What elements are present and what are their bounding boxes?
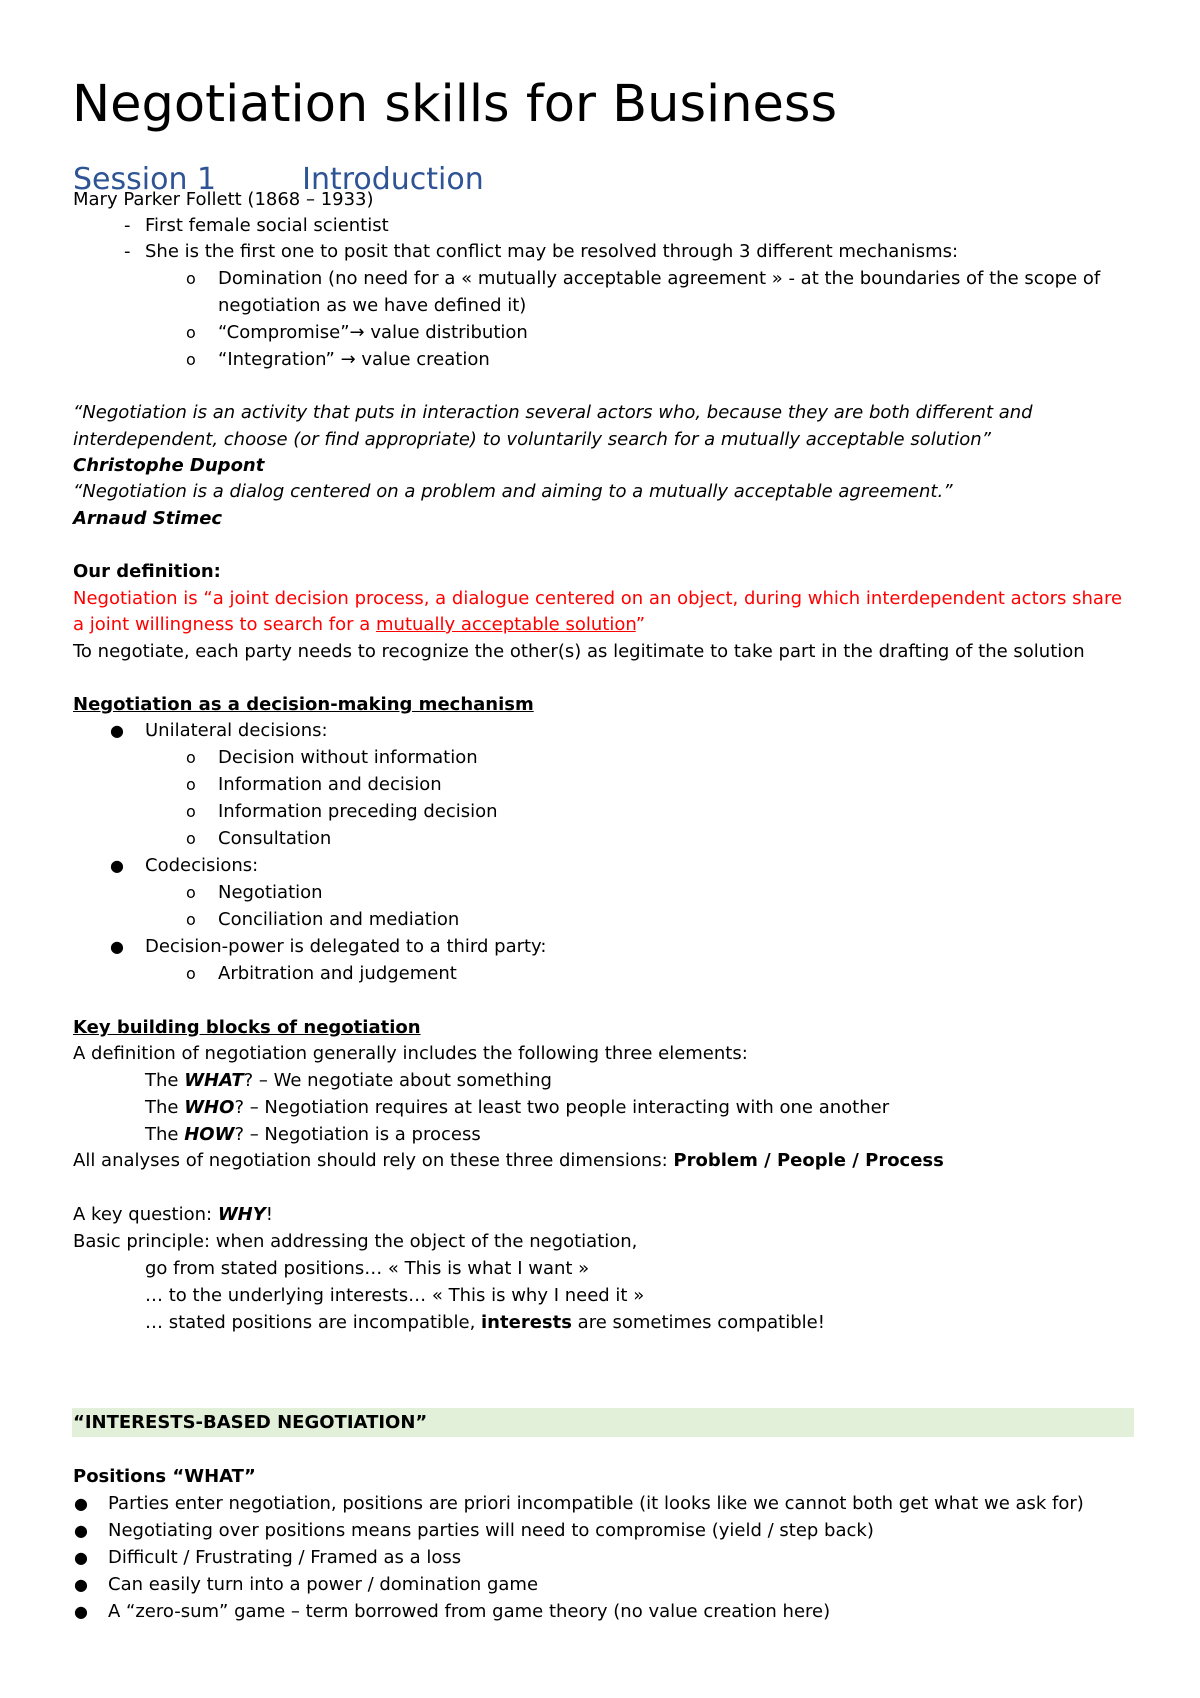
block-who (145, 1094, 889, 1121)
codecision-item: Conciliation and mediation (218, 909, 460, 930)
definition-heading: Our definition: (73, 561, 221, 582)
block-text: ? – Negotiation requires at least two people interacting with one another (234, 1097, 890, 1118)
why-text: are sometimes compatible! (571, 1312, 825, 1333)
positions-item: Difficult / Frustrating / Framed as a loss (108, 1547, 462, 1568)
unilateral-item: Decision without information (218, 747, 478, 768)
ibn-banner: “INTERESTS-BASED NEGOTIATION” (73, 1412, 428, 1433)
dash-marker: - (124, 241, 131, 262)
why-text: A key question: (73, 1204, 218, 1225)
session-name: Introduction (302, 162, 484, 197)
intro-dash-item: She is the first one to posit that conflict may be resolved through 3 different mechanisms: (145, 241, 959, 262)
block-text: The (145, 1124, 185, 1145)
intro-person: Mary Parker Follett (1868 – 1933) (73, 189, 374, 210)
why-line: … to the underlying interests… « This is why I need it » (145, 1285, 645, 1306)
bullet-marker: ● (110, 721, 124, 740)
unilateral-item: Consultation (218, 828, 332, 849)
circle-marker: o (186, 323, 196, 342)
bullet-marker: ● (74, 1575, 88, 1594)
mechanism-item: “Integration” → value creation (218, 349, 490, 370)
quote-1-author: Christophe Dupont (73, 455, 265, 476)
circle-marker: o (186, 829, 196, 848)
quote-2-author: Arnaud Stimec (73, 508, 223, 529)
unilateral-item: Information preceding decision (218, 801, 498, 822)
session-label: Session 1 (73, 162, 217, 197)
why-line (145, 1309, 825, 1336)
block-text: The (145, 1097, 185, 1118)
circle-marker: o (186, 883, 196, 902)
positions-item: Can easily turn into a power / domination game (108, 1574, 539, 1595)
why-text: … stated positions are incompatible, (145, 1312, 482, 1333)
why-line: go from stated positions… « This is what I want » (145, 1258, 590, 1279)
circle-marker: o (186, 775, 196, 794)
dash-marker: - (124, 215, 131, 236)
circle-marker: o (186, 748, 196, 767)
positions-item: Negotiating over positions means parties will need to compromise (yield / step back) (108, 1520, 874, 1541)
quote-2-line: “Negotiation is a dialog centered on a problem and aiming to a mutually acceptable agreement.” (73, 481, 953, 502)
intro-dash-item: First female social scientist (145, 215, 389, 236)
circle-marker: o (186, 964, 196, 983)
block-text: ? – Negotiation is a process (234, 1124, 481, 1145)
codecision-item: Negotiation (218, 882, 323, 903)
unilateral-item: Information and decision (218, 774, 442, 795)
definition-text: a joint willingness to search for a (73, 614, 377, 635)
definition-line: Negotiation is “a joint decision process, a dialogue centered on an object, during which interdependent actors share (73, 588, 1123, 609)
block-text: The (145, 1070, 185, 1091)
delegated-label: Decision-power is delegated to a third party: (145, 936, 547, 957)
bullet-marker: ● (74, 1548, 88, 1567)
summary-bold: Problem / People / Process (673, 1150, 944, 1171)
quote-1-line: “Negotiation is an activity that puts in interaction several actors who, because they are both different and (73, 402, 1033, 423)
blocks-intro: A definition of negotiation generally includes the following three elements: (73, 1043, 748, 1064)
why-text: ! (265, 1204, 273, 1225)
block-how (145, 1121, 481, 1148)
quote-1-line: interdependent, choose (or find appropriate) to voluntarily search for a mutually acceptable solution” (73, 429, 991, 450)
circle-marker: o (186, 350, 196, 369)
why-keyword: WHY (217, 1204, 266, 1225)
positions-item: Parties enter negotiation, positions are priori incompatible (it looks like we cannot both get what we ask for) (108, 1493, 1084, 1514)
codecisions-label: Codecisions: (145, 855, 259, 876)
why-question (73, 1201, 273, 1228)
circle-marker: o (186, 269, 196, 288)
unilateral-label: Unilateral decisions: (145, 720, 328, 741)
mechanism-item: “Compromise”→ value distribution (218, 322, 528, 343)
block-keyword: HOW (184, 1124, 235, 1145)
definition-text: ” (635, 614, 646, 635)
bullet-marker: ● (110, 937, 124, 956)
why-bold: interests (481, 1312, 572, 1333)
definition-line (73, 611, 645, 638)
bullet-marker: ● (74, 1521, 88, 1540)
bullet-marker: ● (74, 1602, 88, 1621)
blocks-heading: Key building blocks of negotiation (73, 1017, 421, 1038)
bullet-marker: ● (74, 1494, 88, 1513)
mechanism-item-continued: negotiation as we have defined it) (218, 295, 527, 316)
definition-underlined: mutually acceptable solution (376, 614, 636, 635)
delegated-item: Arbitration and judgement (218, 963, 457, 984)
block-keyword: WHAT (184, 1070, 244, 1091)
summary-text: All analyses of negotiation should rely on these three dimensions: (73, 1150, 674, 1171)
circle-marker: o (186, 802, 196, 821)
definition-note: To negotiate, each party needs to recognize the other(s) as legitimate to take part in the drafting of the solution (73, 641, 1085, 662)
positions-item: A “zero-sum” game – term borrowed from game theory (no value creation here) (108, 1601, 831, 1622)
bullet-marker: ● (110, 856, 124, 875)
circle-marker: o (186, 910, 196, 929)
block-what (145, 1067, 552, 1094)
block-text: ? – We negotiate about something (243, 1070, 552, 1091)
positions-heading: Positions “WHAT” (73, 1466, 256, 1487)
mechanism-item: Domination (no need for a « mutually acceptable agreement » - at the boundaries of the scope of (218, 268, 1101, 289)
mechanism-heading: Negotiation as a decision-making mechanism (73, 694, 534, 715)
block-keyword: WHO (184, 1097, 235, 1118)
blocks-summary (73, 1147, 944, 1174)
why-principle: Basic principle: when addressing the object of the negotiation, (73, 1231, 638, 1252)
document-title: Negotiation skills for Business (72, 75, 838, 134)
